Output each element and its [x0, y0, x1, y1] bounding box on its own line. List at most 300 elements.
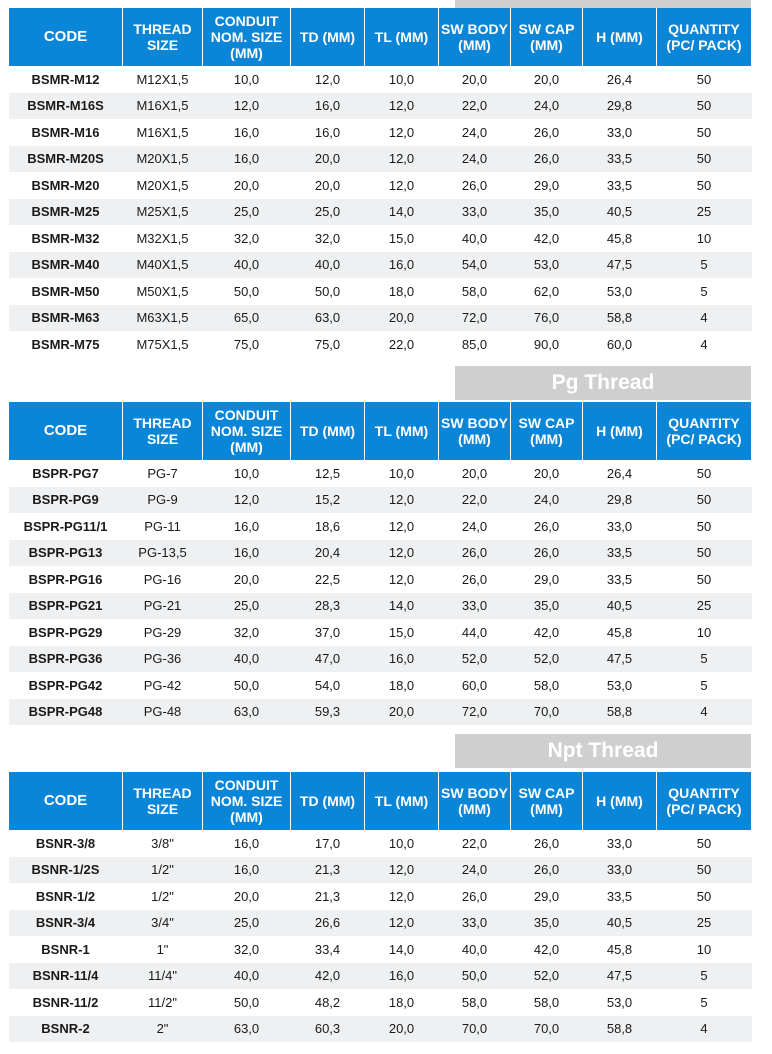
cell-thread-size: PG-48 — [123, 699, 203, 726]
table-row — [9, 672, 752, 699]
cell-h: 58,8 — [583, 305, 657, 332]
cell-quantity: 50 — [657, 566, 752, 593]
cell-quantity: 4 — [657, 1016, 752, 1043]
cell-quantity: 4 — [657, 331, 752, 358]
cell-tl: 12,0 — [365, 566, 439, 593]
cell-tl: 16,0 — [365, 963, 439, 990]
cell-td: 17,0 — [291, 830, 365, 857]
cell-tl: 14,0 — [365, 936, 439, 963]
cell-thread-size: PG-9 — [123, 487, 203, 514]
cell-quantity: 5 — [657, 646, 752, 673]
header-conduit-nom-size: CONDUIT NOM. SIZE (MM) — [203, 8, 291, 66]
npt-thread-title: Npt Thread — [455, 734, 751, 768]
table-row — [9, 699, 752, 726]
cell-h: 47,5 — [583, 963, 657, 990]
header-sw-body: SW BODY (MM) — [439, 772, 511, 830]
cell-sw-cap: 20,0 — [511, 66, 583, 93]
cell-sw-body: 44,0 — [439, 619, 511, 646]
cell-quantity: 50 — [657, 830, 752, 857]
cell-td: 32,0 — [291, 225, 365, 252]
header-quantity: QUANTITY (PC/ PACK) — [657, 8, 752, 66]
cell-conduit-size: 65,0 — [203, 305, 291, 332]
cell-conduit-size: 16,0 — [203, 146, 291, 173]
table-row — [9, 331, 752, 358]
cell-sw-cap: 52,0 — [511, 963, 583, 990]
header-tl: TL (MM) — [365, 772, 439, 830]
cell-sw-body: 50,0 — [439, 963, 511, 990]
cell-code: BSNR-11/4 — [9, 963, 123, 990]
cell-code: BSMR-M25 — [9, 199, 123, 226]
cell-sw-cap: 42,0 — [511, 936, 583, 963]
cell-sw-cap: 26,0 — [511, 857, 583, 884]
cell-thread-size: 11/4" — [123, 963, 203, 990]
cell-tl: 18,0 — [365, 278, 439, 305]
cell-sw-cap: 42,0 — [511, 619, 583, 646]
cell-h: 45,8 — [583, 936, 657, 963]
header-conduit-nom-size: CONDUIT NOM. SIZE (MM) — [203, 772, 291, 830]
table-row — [9, 646, 752, 673]
cell-quantity: 25 — [657, 910, 752, 937]
cell-sw-cap: 29,0 — [511, 566, 583, 593]
cell-tl: 12,0 — [365, 93, 439, 120]
cell-thread-size: PG-29 — [123, 619, 203, 646]
cell-conduit-size: 25,0 — [203, 593, 291, 620]
table-row — [9, 146, 752, 173]
cell-conduit-size: 32,0 — [203, 225, 291, 252]
header-sw-body: SW BODY (MM) — [439, 402, 511, 460]
cell-thread-size: 11/2" — [123, 989, 203, 1016]
cell-h: 33,0 — [583, 119, 657, 146]
cell-conduit-size: 12,0 — [203, 93, 291, 120]
table-row — [9, 225, 752, 252]
cell-quantity: 5 — [657, 252, 752, 279]
cell-tl: 14,0 — [365, 199, 439, 226]
header-sw-cap: SW CAP (MM) — [511, 772, 583, 830]
cell-sw-body: 52,0 — [439, 646, 511, 673]
table-row — [9, 460, 752, 487]
cell-sw-cap: 58,0 — [511, 989, 583, 1016]
header-row — [9, 772, 752, 830]
cell-sw-cap: 90,0 — [511, 331, 583, 358]
header-sw-cap: SW CAP (MM) — [511, 402, 583, 460]
cell-sw-body: 24,0 — [439, 119, 511, 146]
cell-code: BSNR-11/2 — [9, 989, 123, 1016]
cell-h: 29,8 — [583, 487, 657, 514]
cell-tl: 15,0 — [365, 225, 439, 252]
cell-sw-cap: 70,0 — [511, 699, 583, 726]
table-row — [9, 593, 752, 620]
cell-sw-cap: 62,0 — [511, 278, 583, 305]
cell-thread-size: 3/8" — [123, 830, 203, 857]
cell-quantity: 5 — [657, 278, 752, 305]
cell-thread-size: M25X1,5 — [123, 199, 203, 226]
cell-quantity: 50 — [657, 66, 752, 93]
header-tl: TL (MM) — [365, 8, 439, 66]
cell-h: 45,8 — [583, 619, 657, 646]
cell-h: 26,4 — [583, 460, 657, 487]
cell-quantity: 50 — [657, 460, 752, 487]
cell-quantity: 50 — [657, 93, 752, 120]
cell-h: 33,5 — [583, 172, 657, 199]
cell-code: BSPR-PG16 — [9, 566, 123, 593]
cell-tl: 12,0 — [365, 513, 439, 540]
cell-tl: 18,0 — [365, 672, 439, 699]
section-tab-top — [455, 0, 751, 8]
table-row — [9, 1016, 752, 1043]
cell-sw-cap: 29,0 — [511, 172, 583, 199]
table-row — [9, 66, 752, 93]
cell-td: 54,0 — [291, 672, 365, 699]
cell-tl: 10,0 — [365, 460, 439, 487]
header-quantity: QUANTITY (PC/ PACK) — [657, 402, 752, 460]
cell-code: BSNR-1/2S — [9, 857, 123, 884]
cell-td: 37,0 — [291, 619, 365, 646]
cell-code: BSPR-PG9 — [9, 487, 123, 514]
cell-quantity: 10 — [657, 936, 752, 963]
cell-quantity: 4 — [657, 699, 752, 726]
cell-td: 26,6 — [291, 910, 365, 937]
cell-code: BSPR-PG48 — [9, 699, 123, 726]
cell-sw-cap: 76,0 — [511, 305, 583, 332]
cell-thread-size: PG-42 — [123, 672, 203, 699]
table-row — [9, 540, 752, 567]
cell-td: 75,0 — [291, 331, 365, 358]
cell-td: 48,2 — [291, 989, 365, 1016]
cell-tl: 12,0 — [365, 146, 439, 173]
cell-code: BSMR-M12 — [9, 66, 123, 93]
table-row — [9, 963, 752, 990]
cell-sw-cap: 70,0 — [511, 1016, 583, 1043]
cell-quantity: 10 — [657, 225, 752, 252]
cell-h: 53,0 — [583, 672, 657, 699]
table-row — [9, 513, 752, 540]
cell-sw-cap: 26,0 — [511, 830, 583, 857]
cell-code: BSNR-1/2 — [9, 883, 123, 910]
cell-conduit-size: 40,0 — [203, 252, 291, 279]
cell-td: 25,0 — [291, 199, 365, 226]
cell-code: BSPR-PG7 — [9, 460, 123, 487]
cell-code: BSMR-M40 — [9, 252, 123, 279]
cell-sw-body: 20,0 — [439, 460, 511, 487]
cell-td: 12,0 — [291, 66, 365, 93]
cell-quantity: 25 — [657, 199, 752, 226]
cell-tl: 16,0 — [365, 646, 439, 673]
cell-td: 21,3 — [291, 883, 365, 910]
cell-thread-size: M63X1,5 — [123, 305, 203, 332]
cell-conduit-size: 16,0 — [203, 540, 291, 567]
cell-conduit-size: 50,0 — [203, 278, 291, 305]
cell-tl: 12,0 — [365, 857, 439, 884]
cell-thread-size: PG-11 — [123, 513, 203, 540]
cell-code: BSPR-PG21 — [9, 593, 123, 620]
cell-tl: 15,0 — [365, 619, 439, 646]
cell-sw-body: 26,0 — [439, 540, 511, 567]
cell-conduit-size: 25,0 — [203, 199, 291, 226]
cell-code: BSMR-M63 — [9, 305, 123, 332]
header-td: TD (MM) — [291, 8, 365, 66]
cell-conduit-size: 20,0 — [203, 172, 291, 199]
cell-quantity: 50 — [657, 487, 752, 514]
cell-conduit-size: 10,0 — [203, 460, 291, 487]
cell-td: 20,0 — [291, 146, 365, 173]
header-quantity: QUANTITY (PC/ PACK) — [657, 772, 752, 830]
cell-td: 20,4 — [291, 540, 365, 567]
cell-code: BSMR-M20S — [9, 146, 123, 173]
cell-code: BSPR-PG13 — [9, 540, 123, 567]
header-td: TD (MM) — [291, 402, 365, 460]
cell-h: 33,0 — [583, 830, 657, 857]
cell-td: 50,0 — [291, 278, 365, 305]
cell-code: BSNR-1 — [9, 936, 123, 963]
table-row — [9, 883, 752, 910]
header-h: H (MM) — [583, 8, 657, 66]
npt-thread-table — [8, 772, 752, 1042]
cell-td: 59,3 — [291, 699, 365, 726]
cell-conduit-size: 16,0 — [203, 119, 291, 146]
cell-tl: 12,0 — [365, 487, 439, 514]
cell-sw-cap: 20,0 — [511, 460, 583, 487]
cell-code: BSNR-3/8 — [9, 830, 123, 857]
cell-sw-cap: 35,0 — [511, 910, 583, 937]
cell-quantity: 50 — [657, 172, 752, 199]
cell-conduit-size: 32,0 — [203, 619, 291, 646]
header-code: CODE — [9, 8, 123, 66]
header-thread-size: THREAD SIZE — [123, 772, 203, 830]
cell-code: BSPR-PG11/1 — [9, 513, 123, 540]
table-row — [9, 566, 752, 593]
table-row — [9, 830, 752, 857]
cell-sw-body: 33,0 — [439, 199, 511, 226]
cell-quantity: 5 — [657, 963, 752, 990]
header-h: H (MM) — [583, 772, 657, 830]
cell-quantity: 50 — [657, 119, 752, 146]
table-row — [9, 199, 752, 226]
cell-tl: 16,0 — [365, 252, 439, 279]
header-thread-size: THREAD SIZE — [123, 402, 203, 460]
cell-tl: 12,0 — [365, 540, 439, 567]
header-row — [9, 402, 752, 460]
cell-sw-body: 72,0 — [439, 699, 511, 726]
cell-tl: 18,0 — [365, 989, 439, 1016]
cell-td: 20,0 — [291, 172, 365, 199]
cell-sw-cap: 35,0 — [511, 199, 583, 226]
header-row — [9, 8, 752, 66]
cell-h: 40,5 — [583, 910, 657, 937]
cell-sw-cap: 53,0 — [511, 252, 583, 279]
cell-td: 16,0 — [291, 93, 365, 120]
cell-sw-body: 72,0 — [439, 305, 511, 332]
cell-thread-size: M16X1,5 — [123, 93, 203, 120]
cell-code: BSMR-M50 — [9, 278, 123, 305]
cell-conduit-size: 75,0 — [203, 331, 291, 358]
cell-conduit-size: 63,0 — [203, 1016, 291, 1043]
cell-tl: 12,0 — [365, 883, 439, 910]
cell-h: 33,5 — [583, 146, 657, 173]
cell-conduit-size: 50,0 — [203, 672, 291, 699]
cell-sw-body: 70,0 — [439, 1016, 511, 1043]
table-row — [9, 989, 752, 1016]
cell-sw-body: 33,0 — [439, 910, 511, 937]
cell-conduit-size: 20,0 — [203, 883, 291, 910]
cell-sw-body: 24,0 — [439, 857, 511, 884]
cell-quantity: 50 — [657, 513, 752, 540]
table-row — [9, 936, 752, 963]
cell-thread-size: 1/2" — [123, 883, 203, 910]
cell-thread-size: M32X1,5 — [123, 225, 203, 252]
cell-tl: 20,0 — [365, 1016, 439, 1043]
cell-sw-body: 58,0 — [439, 989, 511, 1016]
cell-td: 15,2 — [291, 487, 365, 514]
cell-sw-body: 40,0 — [439, 225, 511, 252]
table-row — [9, 305, 752, 332]
cell-h: 33,5 — [583, 540, 657, 567]
header-tl: TL (MM) — [365, 402, 439, 460]
cell-thread-size: M40X1,5 — [123, 252, 203, 279]
cell-code: BSNR-3/4 — [9, 910, 123, 937]
cell-td: 22,5 — [291, 566, 365, 593]
table-row — [9, 93, 752, 120]
cell-sw-body: 26,0 — [439, 172, 511, 199]
cell-conduit-size: 10,0 — [203, 66, 291, 93]
cell-quantity: 5 — [657, 672, 752, 699]
cell-thread-size: PG-21 — [123, 593, 203, 620]
header-code: CODE — [9, 402, 123, 460]
cell-sw-cap: 58,0 — [511, 672, 583, 699]
cell-quantity: 10 — [657, 619, 752, 646]
cell-sw-cap: 24,0 — [511, 487, 583, 514]
cell-td: 18,6 — [291, 513, 365, 540]
cell-conduit-size: 16,0 — [203, 830, 291, 857]
cell-thread-size: PG-36 — [123, 646, 203, 673]
cell-sw-cap: 26,0 — [511, 146, 583, 173]
cell-sw-body: 22,0 — [439, 487, 511, 514]
cell-thread-size: PG-13,5 — [123, 540, 203, 567]
cell-td: 16,0 — [291, 119, 365, 146]
cell-h: 47,5 — [583, 252, 657, 279]
cell-h: 33,5 — [583, 566, 657, 593]
cell-thread-size: 1" — [123, 936, 203, 963]
cell-sw-body: 20,0 — [439, 66, 511, 93]
cell-thread-size: M50X1,5 — [123, 278, 203, 305]
cell-td: 40,0 — [291, 252, 365, 279]
cell-sw-cap: 26,0 — [511, 513, 583, 540]
table-row — [9, 278, 752, 305]
cell-sw-body: 22,0 — [439, 93, 511, 120]
cell-sw-body: 22,0 — [439, 830, 511, 857]
cell-h: 40,5 — [583, 199, 657, 226]
cell-code: BSMR-M16 — [9, 119, 123, 146]
pg-thread-title: Pg Thread — [455, 366, 751, 400]
cell-h: 33,0 — [583, 857, 657, 884]
cell-tl: 12,0 — [365, 910, 439, 937]
pg-thread-table — [8, 402, 752, 725]
cell-h: 47,5 — [583, 646, 657, 673]
cell-conduit-size: 63,0 — [203, 699, 291, 726]
cell-quantity: 4 — [657, 305, 752, 332]
cell-thread-size: 2" — [123, 1016, 203, 1043]
cell-thread-size: M20X1,5 — [123, 146, 203, 173]
cell-h: 53,0 — [583, 278, 657, 305]
cell-sw-body: 58,0 — [439, 278, 511, 305]
metric-thread-table — [8, 8, 752, 358]
cell-sw-cap: 24,0 — [511, 93, 583, 120]
cell-h: 29,8 — [583, 93, 657, 120]
cell-quantity: 5 — [657, 989, 752, 1016]
cell-sw-body: 24,0 — [439, 513, 511, 540]
cell-code: BSMR-M75 — [9, 331, 123, 358]
cell-thread-size: M16X1,5 — [123, 119, 203, 146]
table-row — [9, 172, 752, 199]
table-row — [9, 619, 752, 646]
cell-td: 28,3 — [291, 593, 365, 620]
cell-thread-size: PG-7 — [123, 460, 203, 487]
cell-code: BSPR-PG36 — [9, 646, 123, 673]
cell-td: 33,4 — [291, 936, 365, 963]
cell-tl: 12,0 — [365, 119, 439, 146]
cell-sw-cap: 26,0 — [511, 119, 583, 146]
cell-h: 40,5 — [583, 593, 657, 620]
cell-sw-cap: 52,0 — [511, 646, 583, 673]
cell-thread-size: 1/2" — [123, 857, 203, 884]
table-row — [9, 119, 752, 146]
cell-conduit-size: 40,0 — [203, 963, 291, 990]
cell-tl: 10,0 — [365, 830, 439, 857]
cell-td: 63,0 — [291, 305, 365, 332]
header-thread-size: THREAD SIZE — [123, 8, 203, 66]
cell-h: 58,8 — [583, 699, 657, 726]
cell-conduit-size: 16,0 — [203, 857, 291, 884]
cell-sw-body: 26,0 — [439, 883, 511, 910]
cell-sw-body: 60,0 — [439, 672, 511, 699]
cell-sw-body: 54,0 — [439, 252, 511, 279]
cell-sw-body: 26,0 — [439, 566, 511, 593]
cell-sw-cap: 29,0 — [511, 883, 583, 910]
cell-sw-cap: 26,0 — [511, 540, 583, 567]
cell-h: 33,5 — [583, 883, 657, 910]
cell-quantity: 50 — [657, 883, 752, 910]
cell-td: 42,0 — [291, 963, 365, 990]
cell-tl: 22,0 — [365, 331, 439, 358]
cell-td: 60,3 — [291, 1016, 365, 1043]
cell-h: 26,4 — [583, 66, 657, 93]
cell-h: 33,0 — [583, 513, 657, 540]
cell-conduit-size: 40,0 — [203, 646, 291, 673]
cell-tl: 14,0 — [365, 593, 439, 620]
cell-sw-body: 33,0 — [439, 593, 511, 620]
cell-tl: 20,0 — [365, 305, 439, 332]
cell-tl: 12,0 — [365, 172, 439, 199]
cell-tl: 20,0 — [365, 699, 439, 726]
cell-code: BSNR-2 — [9, 1016, 123, 1043]
cell-conduit-size: 12,0 — [203, 487, 291, 514]
cell-sw-body: 85,0 — [439, 331, 511, 358]
cell-conduit-size: 16,0 — [203, 513, 291, 540]
cell-sw-cap: 42,0 — [511, 225, 583, 252]
cell-code: BSPR-PG29 — [9, 619, 123, 646]
header-h: H (MM) — [583, 402, 657, 460]
header-td: TD (MM) — [291, 772, 365, 830]
cell-h: 45,8 — [583, 225, 657, 252]
cell-conduit-size: 20,0 — [203, 566, 291, 593]
cell-quantity: 50 — [657, 540, 752, 567]
cell-h: 60,0 — [583, 331, 657, 358]
cell-thread-size: PG-16 — [123, 566, 203, 593]
cell-sw-body: 24,0 — [439, 146, 511, 173]
cell-code: BSMR-M20 — [9, 172, 123, 199]
cell-h: 53,0 — [583, 989, 657, 1016]
cell-conduit-size: 25,0 — [203, 910, 291, 937]
header-conduit-nom-size: CONDUIT NOM. SIZE (MM) — [203, 402, 291, 460]
